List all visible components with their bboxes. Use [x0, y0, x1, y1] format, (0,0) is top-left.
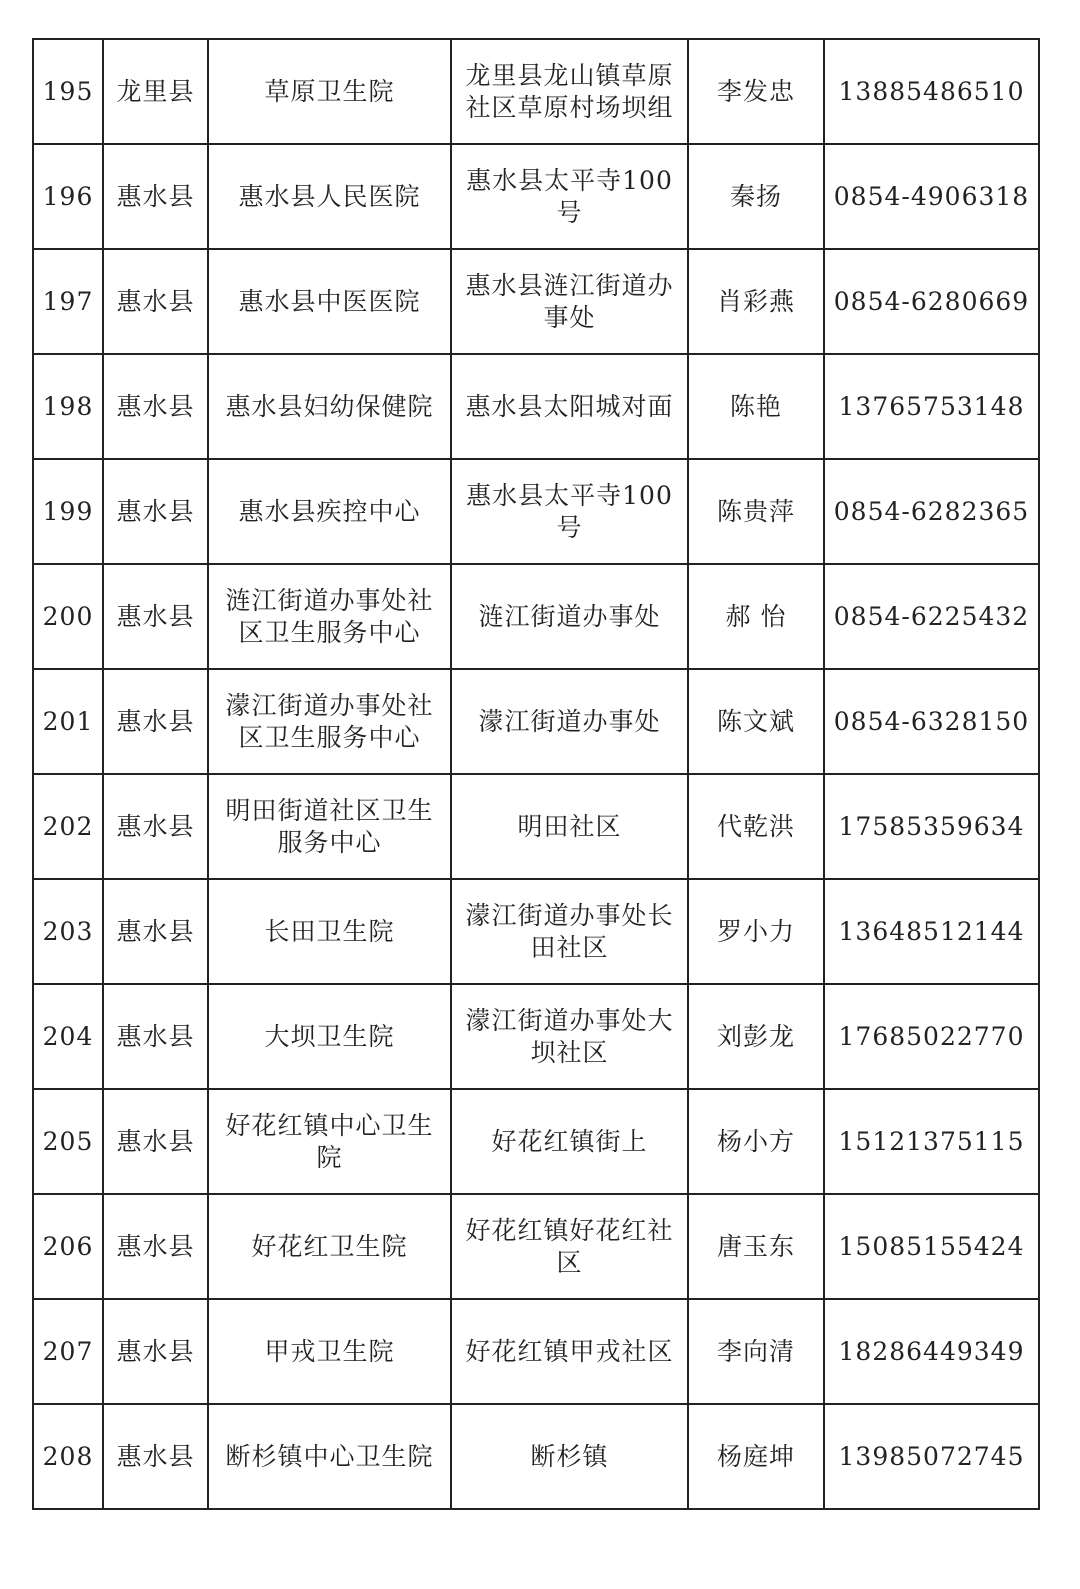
contact-person-cell: 李发忠 — [688, 39, 824, 144]
table-row — [33, 669, 1039, 774]
table-row — [33, 459, 1039, 564]
row-number-cell: 207 — [33, 1299, 103, 1404]
row-number-cell: 196 — [33, 144, 103, 249]
institution-name-cell: 濛江街道办事处社区卫生服务中心 — [208, 669, 451, 774]
address-cell: 濛江街道办事处长田社区 — [451, 879, 688, 984]
phone-number-cell: 0854-6280669 — [824, 249, 1039, 354]
row-number-cell: 202 — [33, 774, 103, 879]
address-cell: 断杉镇 — [451, 1404, 688, 1509]
phone-number-cell: 17685022770 — [824, 984, 1039, 1089]
county-cell: 龙里县 — [103, 39, 208, 144]
institution-name-cell: 涟江街道办事处社区卫生服务中心 — [208, 564, 451, 669]
county-cell: 惠水县 — [103, 354, 208, 459]
institution-name-cell: 大坝卫生院 — [208, 984, 451, 1089]
address-cell: 惠水县涟江街道办事处 — [451, 249, 688, 354]
table-row — [33, 564, 1039, 669]
county-cell: 惠水县 — [103, 1299, 208, 1404]
phone-number-cell: 0854-6282365 — [824, 459, 1039, 564]
row-number-cell: 208 — [33, 1404, 103, 1509]
contact-person-cell: 秦扬 — [688, 144, 824, 249]
phone-number-cell: 13885486510 — [824, 39, 1039, 144]
county-cell: 惠水县 — [103, 1404, 208, 1509]
row-number-cell: 201 — [33, 669, 103, 774]
contact-person-cell: 陈艳 — [688, 354, 824, 459]
contact-person-cell: 肖彩燕 — [688, 249, 824, 354]
row-number-cell: 204 — [33, 984, 103, 1089]
phone-number-cell: 13765753148 — [824, 354, 1039, 459]
address-cell: 濛江街道办事处大坝社区 — [451, 984, 688, 1089]
institution-name-cell: 好花红卫生院 — [208, 1194, 451, 1299]
row-number-cell: 197 — [33, 249, 103, 354]
institution-name-cell: 明田街道社区卫生服务中心 — [208, 774, 451, 879]
county-cell: 惠水县 — [103, 459, 208, 564]
county-cell: 惠水县 — [103, 1194, 208, 1299]
row-number-cell: 206 — [33, 1194, 103, 1299]
phone-number-cell: 15085155424 — [824, 1194, 1039, 1299]
phone-number-cell: 0854-6225432 — [824, 564, 1039, 669]
phone-number-cell: 17585359634 — [824, 774, 1039, 879]
contact-person-cell: 陈文斌 — [688, 669, 824, 774]
table-row — [33, 984, 1039, 1089]
address-cell: 好花红镇甲戎社区 — [451, 1299, 688, 1404]
contact-person-cell: 代乾洪 — [688, 774, 824, 879]
row-number-cell: 198 — [33, 354, 103, 459]
institution-name-cell: 好花红镇中心卫生院 — [208, 1089, 451, 1194]
table-row — [33, 879, 1039, 984]
table-row — [33, 354, 1039, 459]
contact-person-cell: 李向清 — [688, 1299, 824, 1404]
row-number-cell: 205 — [33, 1089, 103, 1194]
county-cell: 惠水县 — [103, 564, 208, 669]
table-row — [33, 1194, 1039, 1299]
row-number-cell: 199 — [33, 459, 103, 564]
table-row — [33, 774, 1039, 879]
institution-name-cell: 断杉镇中心卫生院 — [208, 1404, 451, 1509]
address-cell: 涟江街道办事处 — [451, 564, 688, 669]
institution-name-cell: 草原卫生院 — [208, 39, 451, 144]
institution-name-cell: 长田卫生院 — [208, 879, 451, 984]
table-row — [33, 1089, 1039, 1194]
county-cell: 惠水县 — [103, 984, 208, 1089]
county-cell: 惠水县 — [103, 1089, 208, 1194]
county-cell: 惠水县 — [103, 669, 208, 774]
address-cell: 惠水县太平寺100号 — [451, 459, 688, 564]
table-row — [33, 144, 1039, 249]
phone-number-cell: 13985072745 — [824, 1404, 1039, 1509]
table-body — [33, 39, 1039, 1509]
phone-number-cell: 0854-4906318 — [824, 144, 1039, 249]
institution-name-cell: 惠水县疾控中心 — [208, 459, 451, 564]
contact-person-cell: 郝 怡 — [688, 564, 824, 669]
address-cell: 明田社区 — [451, 774, 688, 879]
institution-name-cell: 甲戎卫生院 — [208, 1299, 451, 1404]
phone-number-cell: 13648512144 — [824, 879, 1039, 984]
table-row — [33, 1299, 1039, 1404]
county-cell: 惠水县 — [103, 774, 208, 879]
phone-number-cell: 18286449349 — [824, 1299, 1039, 1404]
table-row — [33, 1404, 1039, 1509]
institution-name-cell: 惠水县妇幼保健院 — [208, 354, 451, 459]
address-cell: 好花红镇好花红社区 — [451, 1194, 688, 1299]
row-number-cell: 195 — [33, 39, 103, 144]
phone-number-cell: 0854-6328150 — [824, 669, 1039, 774]
row-number-cell: 200 — [33, 564, 103, 669]
address-cell: 好花红镇街上 — [451, 1089, 688, 1194]
county-cell: 惠水县 — [103, 144, 208, 249]
table-row — [33, 39, 1039, 144]
institution-name-cell: 惠水县人民医院 — [208, 144, 451, 249]
contact-person-cell: 罗小力 — [688, 879, 824, 984]
contact-person-cell: 杨庭坤 — [688, 1404, 824, 1509]
phone-number-cell: 15121375115 — [824, 1089, 1039, 1194]
contact-person-cell: 杨小方 — [688, 1089, 824, 1194]
address-cell: 惠水县太阳城对面 — [451, 354, 688, 459]
contact-person-cell: 唐玉东 — [688, 1194, 824, 1299]
county-cell: 惠水县 — [103, 249, 208, 354]
address-cell: 惠水县太平寺100号 — [451, 144, 688, 249]
county-cell: 惠水县 — [103, 879, 208, 984]
address-cell: 濛江街道办事处 — [451, 669, 688, 774]
address-cell: 龙里县龙山镇草原社区草原村场坝组 — [451, 39, 688, 144]
contact-person-cell: 陈贵萍 — [688, 459, 824, 564]
contact-person-cell: 刘彭龙 — [688, 984, 824, 1089]
row-number-cell: 203 — [33, 879, 103, 984]
institution-name-cell: 惠水县中医医院 — [208, 249, 451, 354]
institution-contact-table — [32, 38, 1040, 1510]
table-row — [33, 249, 1039, 354]
